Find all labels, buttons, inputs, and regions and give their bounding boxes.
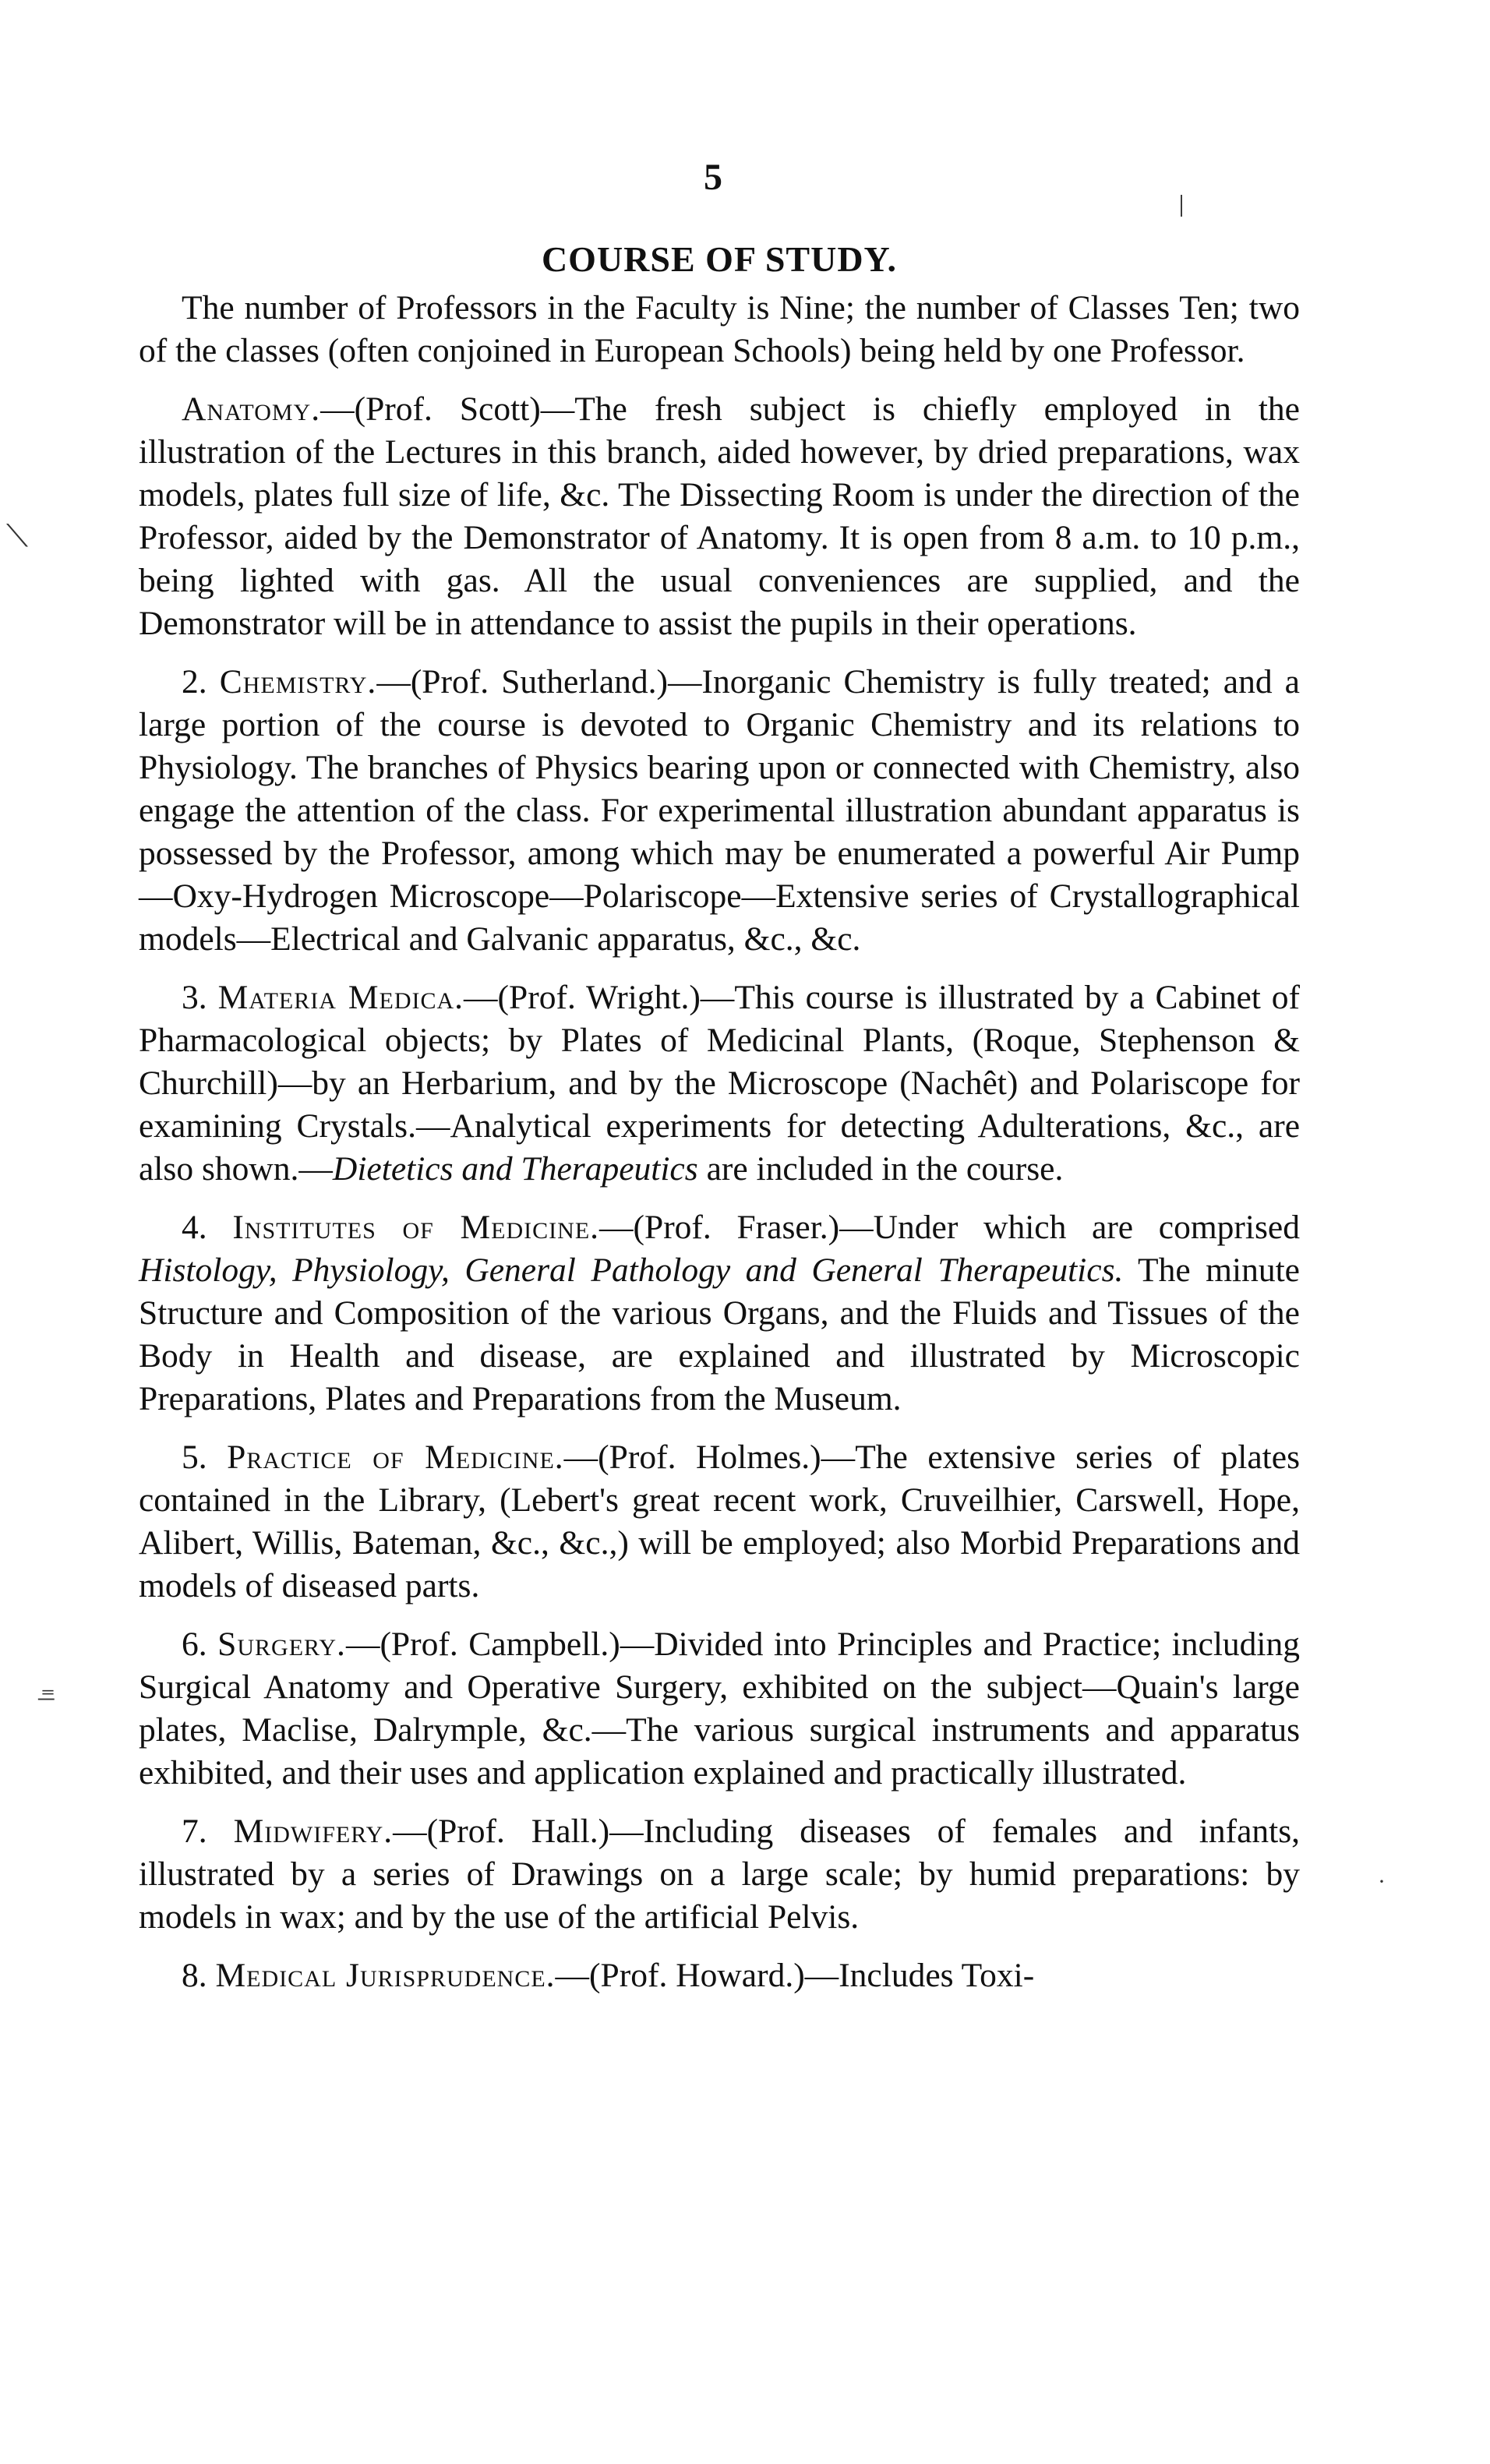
section-title: Practice of Medicine. (227, 1439, 564, 1476)
section-professor: —(Prof. Sutherland.)— (376, 663, 702, 701)
section-text: Includes Toxi- (839, 1957, 1035, 1994)
section-professor: —(Prof. Scott)— (320, 390, 575, 428)
section-professor: —(Prof. Wright.)— (464, 979, 735, 1016)
section-italic-text: Dietetics and Therapeutics (332, 1150, 698, 1188)
section-number: 3. (182, 979, 207, 1016)
section-number: 6. (182, 1626, 207, 1663)
section-practice-of-medicine (139, 1436, 1300, 1608)
intro-paragraph: The number of Professors in the Faculty is Nine; the number of Classes Ten; two of the classes (often conjoined in European Schools) being held by one Professor. (139, 289, 1300, 369)
section-text: The extensive series of plates contained in the Library, (Lebert's great recent work, Cruveilhier, Carswell, Hope, Alibert, Willis, Bateman, &c., &c.,) will be employed; also Morbid Preparations and models of diseased parts. (139, 1439, 1301, 1604)
section-title: Institutes of Medicine. (232, 1209, 600, 1246)
section-anatomy (139, 388, 1300, 645)
section-text: Divided into Principles and Practice; including Surgical Anatomy and Operative Surgery, exhibited on the subject—Quain's large plates, Maclise, Dalrymple, &c.—The various surgical instruments and apparatus exhibited, and their uses and application explained and practically illustrated. (139, 1626, 1300, 1792)
section-text: This course is illustrated by a Cabinet of Pharmacological objects; by Plates of Medicinal Plants, (Roque, Stephenson & Churchill)—by an Herbarium, and by the Microscope (Nachêt) and Polariscope for examining Crystals.—Analytical experiments for detecting Adulterations, &c., are also shown.— (139, 979, 1301, 1188)
scan-mark: ⁼̶ (41, 1682, 56, 1713)
page-number: 5 (704, 157, 722, 198)
section-title: Midwifery. (233, 1813, 394, 1850)
section-professor: —(Prof. Howard.)— (555, 1957, 839, 1994)
section-number: 5. (182, 1439, 207, 1476)
section-number: 8. (182, 1957, 207, 1994)
scan-mark: ǀ (1178, 189, 1185, 224)
section-italic-text: Histology, Physiology, General Pathology and General Therapeutics. (139, 1251, 1124, 1289)
section-midwifery (139, 1810, 1300, 1939)
section-text-after: are included in the course. (697, 1150, 1064, 1188)
section-number: 4. (182, 1209, 207, 1246)
section-number: 2. (182, 663, 207, 701)
section-medical-jurisprudence (139, 1954, 1300, 1997)
section-materia-medica (139, 976, 1300, 1191)
scan-mark: · (1378, 1869, 1386, 1894)
section-text: Including diseases of females and infants, illustrated by a series of Drawings on a large scale; by humid preparations: by models in wax; and by the use of the artificial Pelvis. (139, 1813, 1301, 1936)
section-title: Materia Medica. (217, 979, 464, 1016)
section-text: Under which are comprised (873, 1209, 1300, 1246)
section-chemistry (139, 661, 1300, 961)
section-text: The fresh subject is chiefly employed in the illustration of the Lectures in this branch, aided however, by dried preparations, wax models, plates full size of life, &c. The Dissecting Room is under the direction of the Professor, aided by the Demonstrator of Anatomy. It is open from 8 a.m. to 10 p.m., being lighted with gas. All the usual conveniences are supplied, and the Demonstrator will be in attendance to assist the pupils in their operations. (139, 390, 1300, 642)
section-title: Chemistry. (219, 663, 377, 701)
section-professor: —(Prof. Campbell.)— (345, 1626, 655, 1663)
section-text-after: The minute Structure and Composition of the various Organs, and the Fluids and Tissues of the Body in Health and disease, are explained and illustrated by Microscopic Preparations, Plates and Preparations from the Museum. (139, 1251, 1300, 1417)
section-title: Medical Jurisprudence. (215, 1957, 556, 1994)
section-institutes-of-medicine (139, 1206, 1300, 1421)
document-body (139, 287, 1300, 2013)
section-number: 7. (182, 1813, 207, 1850)
section-professor: —(Prof. Holmes.)— (563, 1439, 856, 1476)
section-text: Inorganic Chemistry is fully treated; and a large portion of the course is devoted to Organic Chemistry and its relations to Physiology. The branches of Physics bearing upon or connected with Chemistry, also engage the attention of the class. For experimental illustration abundant apparatus is possessed by the Professor, among which may be enumerated a powerful Air Pump—Oxy-Hydrogen Microscope—Polariscope—Extensive series of Crystallographical models—Electrical and Galvanic apparatus, &c., &c. (139, 663, 1300, 958)
page-title: COURSE OF STUDY. (541, 239, 898, 279)
section-professor: —(Prof. Hall.)— (393, 1813, 644, 1850)
scan-mark: ⟍ (6, 518, 28, 553)
section-title: Surgery. (217, 1626, 346, 1663)
section-professor: —(Prof. Fraser.)— (599, 1209, 874, 1246)
section-title: Anatomy. (182, 390, 321, 428)
section-surgery (139, 1623, 1300, 1795)
